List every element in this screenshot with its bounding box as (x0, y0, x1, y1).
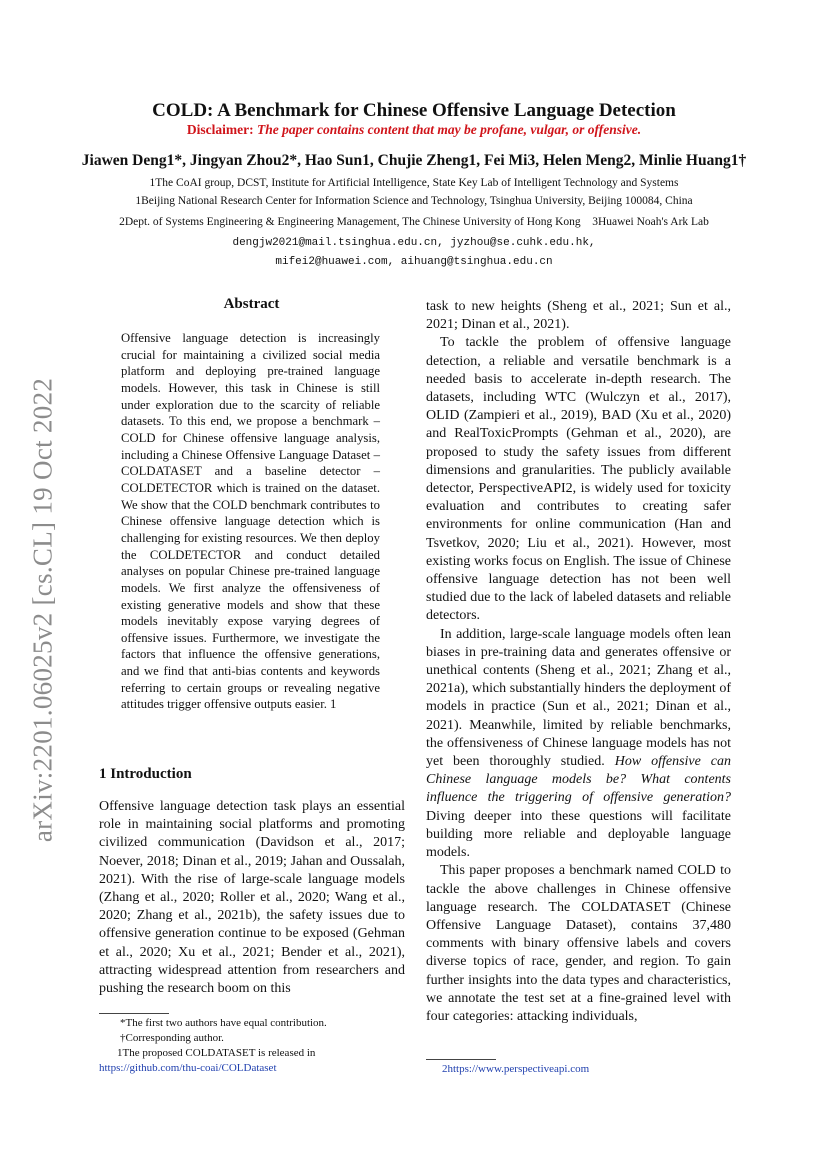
right-paragraph-2-questions: How offensive can Chinese language models be? What contents influence the triggering of offensive generation? (426, 754, 732, 806)
abstract-text: Offensive language detection is increasingly crucial for maintaining a civilized social media platform and deploying pre-trained language models. However, this task in Chinese is still under exploration due to the scarcity of reliable datasets. To this end, we propose a benchmark – COLD for Chinese offensive language analysis, including a Chinese Offensive Language Dataset – COLDATASET and a baseline detector – COLDETECTOR which is trained on the dataset. We show that the COLD benchmark contributes to Chinese offensive language detection which is challenging for existing resources. We then deploy the COLDETECTOR and conduct detailed analyses on popular Chinese pre-trained language models. We first analyze the offensiveness of existing generative models and show that these models inevitably expose varying degrees of offensive issues. Furthermore, we investigate the factors that influence the offensive generations, and we find that anti-bias contents and keywords referring to certain groups or revealing negative attitudes trigger offensive outputs easier. 1 (121, 331, 380, 712)
footnote-rule-right (426, 1059, 496, 1060)
affiliation-1b: 1Beijing National Research Center for Information Science and Technology, Tsinghua University, Beijing 100084, China (135, 195, 693, 207)
abstract-heading: Abstract (223, 296, 280, 312)
disclaimer-label: Disclaimer: (186, 122, 254, 137)
footnote-corresponding: †Corresponding author. (120, 1032, 224, 1044)
right-paragraph-2c: Diving deeper into these questions will facilitate building more reliable and deployable language models. (426, 808, 731, 861)
footnote-rule-left (99, 1013, 169, 1014)
section-heading-introduction: 1 Introduction (99, 766, 192, 782)
email-line-1: dengjw2021@mail.tsinghua.edu.cn, jyzhou@se.cuhk.edu.hk, (232, 237, 596, 249)
affiliation-1: 1The CoAI group, DCST, Institute for Artificial Intelligence, State Key Lab of Intelligent Technology and Systems (149, 177, 679, 189)
intro-paragraph-1: Offensive language detection task plays an essential role in maintaining social platforms and promoting civilized communication (Davidson et al., 2017; Noever, 2018; Dinan et al., 2019; Jahan and Oussalah, 2021). With the rise of large-scale language models (Zhang et al., 2020; Roller et al., 2020; Wang et al., 2020; Zhang et al., 2021b), the safety issues due to offensive generation continue to be exposed (Gehman et al., 2020; Xu et al., 2021; Bender et al., 2021), attracting widespread attention from researchers and pushing the research boom on this (99, 799, 405, 997)
disclaimer (0, 122, 828, 138)
author-list: Jiawen Deng1*, Jingyan Zhou2*, Hao Sun1, Chujie Zheng1, Fei Mi3, Helen Meng2, Minlie Huang1† (81, 152, 747, 169)
dataset-link[interactable]: https://github.com/thu-coai/COLDataset (99, 1061, 277, 1074)
perspective-api-link[interactable]: 2https://www.perspectiveapi.com (442, 1063, 590, 1075)
right-paragraph-0: task to new heights (Sheng et al., 2021; Sun et al., 2021; Dinan et al., 2021). (426, 299, 731, 333)
affiliation-2-3 (0, 216, 828, 228)
disclaimer-text: The paper contains content that may be profane, vulgar, or offensive. (256, 122, 642, 137)
right-paragraph-3: This paper proposes a benchmark named COLD to tackle the above challenges in Chinese offensive language research. The COLDATASET (Chinese Offensive Language Dataset), contains 37,480 comments with binary offensive labels and covers diverse topics of race, gender, and region. To gain further insights into the data types and characteristics, we annotate the test set at a fine-grained level with four categories: attacking individuals, (426, 863, 731, 1024)
footnote-equal-contribution: *The first two authors have equal contribution. (120, 1017, 327, 1029)
email-line-2: mifei2@huawei.com, aihuang@tsinghua.edu.cn (275, 256, 553, 268)
right-paragraph-1: To tackle the problem of offensive language detection, a reliable and versatile benchmark is a needed basis to accelerate in-depth research. The datasets, including WTC (Wulczyn et al., 2017), OLID (Zampieri et al., 2019), BAD (Xu et al., 2020) and RealToxicPrompts (Gehman et al., 2020), are proposed to study the safety issues from different dimensions and granularities. The publicly available detector, PerspectiveAPI2, is widely used for toxicity evaluation and contributes to creating safer environments for online communication (Han and Tsvetkov, 2020; Liu et al., 2021). However, most existing works focus on English. The issue of Chinese offensive language detection has not been well studied due to the lack of labeled datasets and reliable detectors. (426, 335, 731, 624)
paper-title: COLD: A Benchmark for Chinese Offensive Language Detection (152, 100, 676, 121)
right-paragraph-2a: In addition, large-scale language models often lean biases in pre-training data and generates offensive or unethical contents (Sheng et al., 2021; Zhang et al., 2021a), which substantially hinders the deployment of models in practice (Sun et al., 2021; Dinan et al., 2021). Meanwhile, limited by reliable benchmarks, the offensiveness of Chinese language models has not yet been thoroughly studied. (426, 626, 731, 770)
affiliation-3: 3Huawei Noah's Ark Lab (592, 216, 709, 228)
right-column (426, 298, 731, 1026)
right-paragraph-2 (426, 626, 731, 863)
footnote-release-text: 1The proposed COLDATASET is released in (117, 1047, 316, 1059)
affiliation-2: 2Dept. of Systems Engineering & Engineering Management, The Chinese University of Hong Kong (119, 216, 581, 228)
arxiv-stamp: arXiv:2201.06025v2 [cs.CL] 19 Oct 2022 (27, 377, 58, 843)
footnote-release (99, 1046, 406, 1075)
